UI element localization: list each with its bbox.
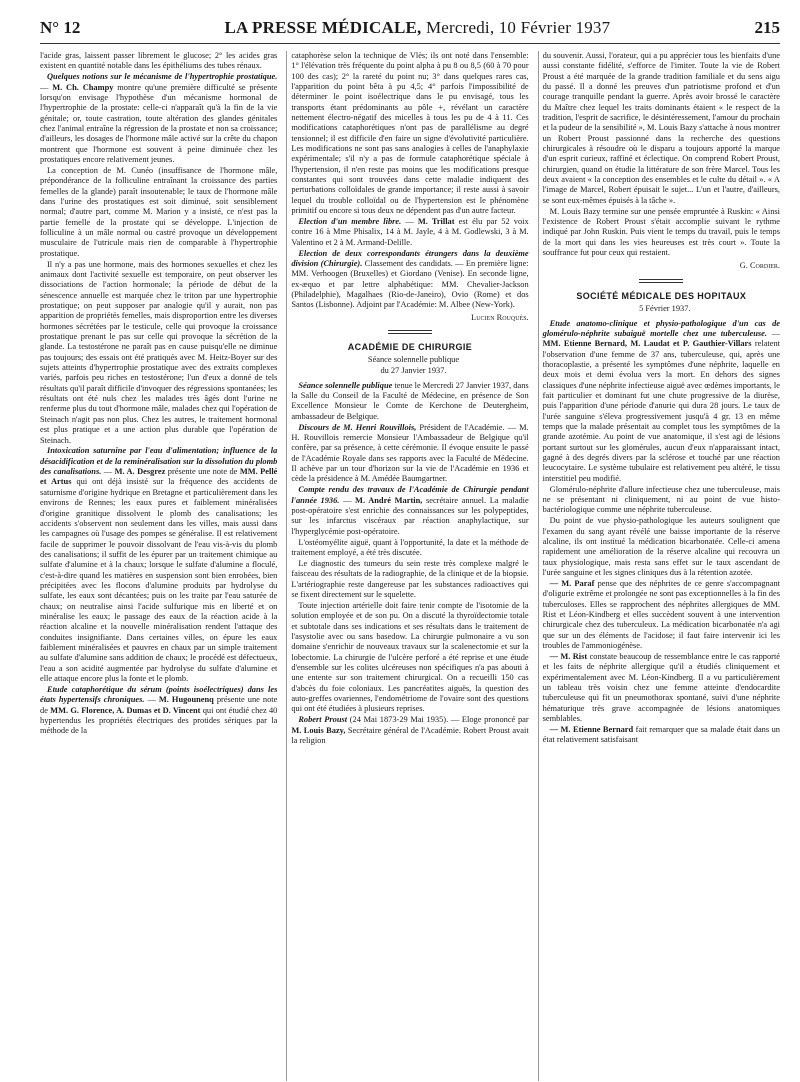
discussion-bernard [543, 725, 780, 746]
author: M. Hugounenq [158, 695, 214, 705]
column-1 [40, 51, 277, 1081]
author: M. André Martin, [355, 495, 423, 505]
article-text: relatent l'observation d'une femme de 37 ans, tuberculeuse, qui, après une thoracoplastie, a présenté les symptômes d'une néphrite, laquelle en deux mois et demi évolua vers la mort. En dehors des signes classiques d'une néphrite infectieuse aiguë avec œdèmes importants, le fait particulier et dominant fut une chute progressive de la diurèse, puis l'apparition d'une période d'anurie qui dura 28 jours. Le taux de l'urée sanguine s'éleva progressivement jusqu'à 4 gr. 13 en même temps que la malade présentait au complet tous les symptômes de la grande azotémie. Au point de vue anatomique, il s'est agi de lésions portant surtout sur les glomérules, aucun d'eux n'apparaissant intact, gagné à des degrés divers par la sclérose et touché par une réaction leucocytaire. Le système tubulaire est relativement peu altéré, le tissu interstitiel peu modifié. [542, 339, 780, 483]
author: M. Trillat [417, 217, 455, 227]
running-header [40, 18, 780, 44]
article-text: tenue le Mercredi 27 Janvier 1937, dans la Salle du Conseil de la Faculté de Médecine, en présence de Son Excellence Monsieur le Comte de Kerchone de Deutergheim, ambassadeur de Belgique. [291, 380, 529, 421]
article-saturnine: Intoxication saturnine par l'eau d'alimentation; influence de la désacidification et de la reminéralisation sur la dissolution du plomb des canalisations. — M. A. Desgrez présente une note de MM. Pellé et Artus qui ont déjà insisté sur la fréquence des accidents de saturnisme d'origine hydrique en Bretagne et particulièrement dans les environs de Rennes; les eaux pures et faiblement minéralisées d'origine granitique dissolvent le plomb des canalisations; les accidents s'observent non seulement dans les villes, mais aussi dans les campagnes où l'usage des pompes se généralise. Il est relativement facile de supprimer le pouvoir dissolvant de l'eau vis-à-vis du plomb des canalisations; il suffit de les épurer par un traitement chimique au sulfate d'alumine et à la chaux; lorsque le sulfate d'alumine a floculé, c'est-à-dire quand les matières en suspension sont bien enrobées, bien précipitées avec les flocons d'alumine produits par hydrolyse du sulfate, les eaux sont décantées; puis on les traite par l'eau saturée de chaux; on neutralise ainsi l'acide sulfurique mis en liberté et on minéralise les eaux; le passage des eaux de la réaction acide à la réaction alcaline et la nouvelle minéralisation rendent l'attaque des conduites insignifiante. Dans certaines villes, on épure les eaux faiblement minéralisées et pauvres en chaux par un simple traitement au sulfate d'alumine sans addition de chaux; le procédé est défectueux, l'eau a son acidité augmentée par hydrolyse du sulfate d'alumine et elle attaque encore plus la fonte et le plomb. [40, 446, 278, 683]
article-text: qui ont déjà insisté sur la fréquence des accidents de saturnisme d'origine hydrique en Bretagne et particulièrement dans les environs de Rennes; les eaux pures et faiblement minéralisées d'origine granitique dissolvent le plomb des canalisations; les accidents s'observent non seulement dans les villes, mais aussi dans les campagnes où l'usage des pompes se généralise. Il est relativement facile de supprimer le pouvoir dissolvant de l'eau vis-à-vis du plomb des canalisations; il suffit de les épurer par un traitement chimique au sulfate d'alumine et à la chaux; lorsque le sulfate d'alumine a floculé, c'est-à-dire quand les matières en suspension sont bien enrobées, bien précipitées avec les flocons d'alumine produits par hydrolyse du sulfate, les eaux sont décantées; puis on les traite par l'eau saturée de chaux; on neutralise ainsi l'acide sulfurique mis en liberté et on minéralise les eaux; le passage des eaux de la réaction acide à la réaction alcaline et la nouvelle minéralisation rendent l'attaque des conduites insignifiante. Dans certaines villes, on épure les eaux faiblement minéralisées et pauvres en chaux par un simple traitement au sulfate d'alumine sans addition de chaux; le procédé est défectueux, l'eau a son acidité augmentée par hydrolyse du sulfate d'alumine et elle attaque encore plus la fonte et le plomb. [40, 477, 278, 683]
paragraph: cataphorèse selon la technique de Vlès; ils ont noté dans l'ensemble: 1° l'élévation très fréquente du point alpha à pu 8 ou 8,5 (60 à 70 pour 100 des cas); 2° la rareté du point nu; 3° dans quelques rares cas, l'apparition du point bêta à pu 4,5; 4° parfois l'impossibilité de déterminer le point isoélectrique dans le pu envisagé, tous les transports étant prédominants au pôle +, révélant un caractère nettement électro-négatif des micelles à tous les pu de 4 à 11. Ces modifications cataphorétiques n'ont pas de parallélisme au degré tensionnel; il est difficile d'en faire un signe d'évolutivité particulière. Les modifications ne sont pas sans analogies à celles de l'anaphylaxie expérimentale; s'il n'y a pas de formule cataphorétique spéciale à l'hypertension, il n'en reste pas moins que les modifications presque constantes qui sont trouvées dans cette maladie indiquent des perturbations colloïdales de grande importance; il reste aussi à savoir lequel du trouble colloïdal ou de l'hypertension est le phénomène primitif ou encore si tous deux ne dépendent pas d'un autre facteur. [291, 51, 529, 216]
article-robert-proust [291, 715, 528, 746]
article-title: Séance solennelle publique [298, 380, 393, 390]
paragraph: Il n'y a pas une hormone, mais des hormones sexuelles et chez les animaux dont l'activité sexuelle est temporaire, on peut observer les dissociations de l'action hormonale; la période de début de la sénescence annuelle est marquée chez le triton par une hypertrophie prostatique; on peut supposer par analogie qu'il y aurait, non pas apparition de propriétés femelles, mais disproportion entre les diverses hormones sécrétées par le testicule, celle qui provoque la croissance prostatique prenant le pas sur celle qui provoque la sécrétion de la glande. La testostérone ne paraît pas en cause puisqu'elle ne diminue pas toujours; des essais ont été pratiqués avec M. Heitz-Boyer sur des sujets atteints d'hypertrophie prostatique avec des extraits complexes variés, parfois peu riches en testostérone; l'un d'eux a donné de tels résultats qu'il paraît difficile d'invoquer des régressions spontanées; les résultats ont été nuls chez les malades très âgés dont l'urine ne renferme plus du tout d'hormone mâle, malades chez qui l'opération de Steinach n'agit pas non plus. Chez les autres, le traitement hormonal est plus pratique et a une action plus durable que l'opération de Steinach. [40, 259, 278, 445]
article-text: qui ont étudié chez 40 hypertendus les propriétés électriques des protides sériques par la méthode de la [40, 705, 278, 736]
article-text: montre qu'une première difficulté se présente lorsqu'on envisage l'hypothèse d'un mécanisme hormonal de l'hypertrophie de la prostate: celle-ci n'apparaît qu'à la fin de la vie génitale; or, toute castration, toute altération des glandes génitales chez l'animal entraîne la régression de la prostate et non sa croissance; d'ailleurs, les dosages de l'hormone mâle activé sur la crête du chapon montrent que l'hormone est souvent à peine diminuée chez les prostatiques encore relativement jeunes. [40, 82, 278, 165]
article-title: Robert Proust [298, 715, 348, 725]
paragraph: L'ostéomyélite aiguë, quant à l'opportunité, la date et la méthode de traitement employé, a été très discutée. [291, 537, 529, 558]
paragraph: du souvenir. Aussi, l'orateur, qui a pu apprécier tous les bienfaits d'une aussi constante fidélité, s'efforce de l'imiter. Toute la vie de Robert Proust a été marquée de la grande tradition familiale et du sens aigu du passé. Il a donné les preuves d'un patriotisme profond et d'un courage tranquille pendant la guerre. Après avoir brossé le caractère du Maître chez lequel les traits dominants étaient « le respect de la tradition, l'esprit de sacrifice, le désintéressement, l'amour du prochain et la pudeur de la sensibilité », M. Louis Bazy s'attache à nous montrer un Robert Proust passionné dans la recherche des questions chirurgicales à résoudre où le disparu a toujours apporté la marque d'un esprit curieux, raffiné et éclectique. On comprend Robert Proust, chirurgien, quand on étudie la littérature de son frère Marcel. Tous les deux avaient « la conception des ensembles et le culte du détail ». « A l'image de Marcel, Robert épuisait le sujet... L'un et l'autre, d'ailleurs, se sont eux-mêmes épuisés à la tâche ». [542, 51, 780, 205]
paragraph: La conception de M. Cunéo (insuffisance de l'hormone mâle, prépondérance de la folliculine entraînant la croissance des parties femelles de la glande) paraît insoutenable; le taux de l'hormone mâle dans l'urine des prostatiques est soit diminué, soit sensiblement normal; d'autre part, comme M. Marion y a insisté, ce n'est pas la partie femelle de la prostate qui se développe. L'injection de folliculine à un mâle normal ou castré provoque un développement musculaire de l'utricule mais rien de comparable à l'hypertrophie prostatique. [40, 165, 278, 258]
article-glomerulo: Etude anatomo-clinique et physio-pathologique d'un cas de glomérulo-néphrite subaiguë mortelle chez une tuberculeuse. — MM. Etienne Bernard, M. Laudat et P. Gauthier-Villars relatent l'observation d'une femme de 37 ans, tuberculeuse, qui, après une thoracoplastie, a présenté les symptômes d'une néphrite, laquelle en deux mois et demi évolua vers la mort. En dehors des signes classiques d'une néphrite infectieuse aiguë avec œdèmes importants, le fait particulier et dominant fut une chute progressive de la diurèse, puis l'apparition d'une période d'anurie qui dura 28 jours. Le taux de l'urée sanguine s'éleva progressivement jusqu'à 4 gr. 13 en même temps que la malade présentait au complet tous les symptômes de la grande azotémie. Au point de vue anatomique, il s'est agi de lésions portant surtout sur les glomérules, aucun d'eux n'apparaissant intact, gagné à des degrés divers par la sclérose et touché par une réaction leucocytaire. Le système tubulaire est relativement peu altéré, le tissu interstitiel peu modifié. [542, 318, 780, 483]
article-title: Etude cataphorétique du sérum (points isoélectriques) dans les états hypertensifs chroniques. [40, 684, 278, 705]
article-title: Election de deux correspondants étrangers dans la deuxième division (Chirurgie). [291, 248, 529, 269]
article-election: Election d'un membre libre. — M. Trillat est élu par 52 voix contre 16 à Mme Phisalix, 14 à M. Jayle, 4 à M. Godlewski, 3 à M. Valentino et 2 à M. Armand-Delille. [291, 217, 529, 247]
article-compte-rendu: Compte rendu des travaux de l'Académie de Chirurgie pendant l'année 1936. — M. André Martin, secrétaire annuel. La maladie post-opératoire s'est enrichie des connaissances sur les polypeptides, sur les infarctus viscéraux par réaction anaphylactique, sur l'hyperglycémie post-opératoire. [291, 485, 529, 536]
column-3 [538, 51, 780, 1081]
article-text: présente une note de [40, 695, 278, 715]
section-divider [639, 279, 683, 283]
author: MM. Etienne Bernard, M. Laudat et P. Gauthier-Villars [542, 339, 752, 349]
issue-date: Mercredi, 10 Février 1937 [425, 18, 611, 37]
article-text: constate beaucoup de ressemblance entre le cas rapporté et les faits de néphrite allergique qu'il a étudiés cliniquement et expérimentalement avec M. Léon-Kindberg. Il a vu particulièrement un tableau très voisin chez une femme atteinte d'endocardite tuberculeuse qui fit un pneumothorax spontané, suivi d'une néphrite hématurique très grave accompagnée de lésions anatomiques semblables. [542, 651, 780, 723]
author: — M. Etienne Bernard [549, 724, 634, 734]
author: — M. Paraf [549, 578, 595, 588]
paragraph: Glomérulo-néphrite d'allure infectieuse chez une tuberculeuse, mais ne se présentant ni cliniquement, ni au point de vue histo-bactériologique comme une néphrite tuberculeuse. [542, 484, 780, 515]
section-subheading: Séance solennelle publique [367, 355, 460, 365]
article-champy: Quelques notions sur le mécanisme de l'hypertrophie prostatique. — M. Ch. Champy montre qu'une première difficulté se présente lorsqu'on envisage l'hypothèse d'un mécanisme hormonal de l'hypertrophie de la prostate: celle-ci n'apparaît qu'à la fin de la vie génitale; or, toute castration, toute altération des glandes génitales chez l'animal entraîne la régression de la prostate et non sa croissance; d'ailleurs, les dosages de l'hormone mâle activé sur la crête du chapon montrent que l'hormone est souvent à peine diminuée chez les prostatiques encore relativement jeunes. [40, 72, 278, 165]
article-title: Election d'un membre libre. [298, 217, 402, 227]
article-cataphoretique: Etude cataphorétique du sérum (points isoélectriques) dans les états hypertensifs chroniques. — M. Hugounenq présente une note de MM. G. Florence, A. Dumas et D. Vincent qui ont étudié chez 40 hypertendus les propriétés électriques des protides sériques par la méthode de la [40, 684, 278, 736]
section-divider [388, 330, 432, 334]
discussion-rist [543, 652, 780, 724]
article-title: Compte rendu des travaux de l'Académie de Chirurgie pendant l'année 1936. [291, 485, 529, 505]
article-text: Classement des candidats. — En première ligne: MM. Verhoogen (Bruxelles) et Giordano (Venise). En seconde ligne, ex-æquo et par lettre alphabétique: MM. Chevalier-Jackson (Philadelphie), Magalhaes (Rio-de-Janeiro), Ovio (Rome) et dos Santos (Lisbonne). Adjoint par l'Académie: M. Albee (New-York). [291, 259, 529, 310]
article-text: (24 Mai 1873-29 Mai 1935). — Eloge prononcé par [349, 715, 529, 725]
article-text: présente une note de [167, 467, 238, 477]
issue-number: N° 12 [40, 18, 81, 37]
article-title: Quelques notions sur le mécanisme de l'hypertrophie prostatique. [47, 72, 278, 82]
article-seance [291, 381, 528, 422]
section-heading: ACADÉMIE DE CHIRURGIE [347, 342, 473, 353]
article-text: est élu par 52 voix contre 16 à Mme Phisalix, 14 à M. Jayle, 4 à M. Godlewski, 3 à M. Valentino et 2 à M. Armand-Delille. [291, 217, 529, 247]
author: MM. G. Florence, A. Dumas et D. Vincent [50, 705, 201, 715]
paragraph: Toute injection artérielle doit faire tenir compte de l'isotomie de la solution employée et de son pu. On a discuté la thyroïdectomie totale et subtotale dans ses indications et ses résultats dans le traitement de l'asystolie avec ou sans basedow. La chirurgie pulmonaire a vu son domaine s'enrichir de nouveaux travaux sur la scalenectomie et sur la lobectomie. La chirurgie de l'ulcère perforé a été reprise et une étude d'ensemble sur les colites ulcéreuses non spécifiques n'a pas abouti à une entente sur son traitement chirurgical. On a recueilli 150 cas d'abcès du foie coloniaux. Les pancréatites aiguës, la question des auto-greffes ovariennes, l'endométriome de l'ovaire sont des questions qui ont été étudiées à plusieurs reprises. [291, 600, 529, 714]
article-text: pense que des néphrites de ce genre s'accompagnant d'oligurie extrême et prolongée ne sont pas exceptionnelles à la fin des tuberculoses. Elles se rapprochent des néphrites allergiques de MM. Rist et Léon-Kindberg et elles succèdent souvent à une intervention chirurgicale chez des tuberculeux. La médication bicarbonatée n'a agi que sur un des éléments de l'acidose; il faut faire intervenir ici les troubles de l'ammoniogénèse. [542, 578, 780, 650]
author: M. Ch. Champy [52, 82, 114, 92]
article-title: Etude anatomo-clinique et physio-pathologique d'un cas de glomérulo-néphrite subaiguë mortelle chez une tuberculeuse. [542, 318, 780, 338]
article-discours [291, 423, 528, 485]
paragraph: Du point de vue physio-pathologique les auteurs soulignent que l'examen du sang ayant révélé une baisse importante de la réserve alcaline, ils ont institué la médication bicarbonatée. Celle-ci amena rapidement une amélioration de la réserve alcaline qui recouvra un taux physiologique, mais resta sans effet sur le taux ascendant de l'urée sanguine et les signes cliniques dus à la rétention azotée. [542, 516, 780, 577]
paragraph: Le diagnostic des tumeurs du sein reste très complexe malgré le faisceau des résultats de la radiographie, de la clinique et de la biopsie. L'artériographie reste dangereuse par les substances radioactives qui se fixent directement sur le squelette. [291, 558, 529, 599]
signature: Lucien Rouquès. [471, 312, 529, 322]
article-text: secrétaire annuel. La maladie post-opératoire s'est enrichie des connaissances sur les polypeptides, sur les infarctus viscéraux par réaction anaphylactique, sur l'hyperglycémie post-opératoire. [291, 495, 529, 536]
article-correspondants [291, 249, 528, 311]
page-number: 215 [754, 18, 780, 37]
author: M. Louis Bazy, [291, 725, 346, 735]
discussion-paraf [543, 579, 780, 651]
author: MM. Pellé et Artus [40, 467, 278, 487]
column-2 [286, 51, 528, 1081]
section-date: 5 Février 1937. [639, 304, 691, 314]
paragraph: M. Louis Bazy termine sur une pensée empruntée à Ruskin: « Ainsi l'existence de Robert Proust s'était accomplie suivant le rythme indiqué par John Ruskin. Puis vient le temps du travail, puis le temps de la mort qui dans les vies heureuses est très court ». Toute la souffrance fut pour ceux qui restaient. [542, 206, 780, 258]
article-title: Intoxication saturnine par l'eau d'alimentation; influence de la désacidification et de la reminéralisation sur la dissolution du plomb des canalisations. [40, 446, 278, 477]
author: — M. Rist [549, 651, 588, 661]
signature: G. Cordier. [739, 261, 780, 271]
article-columns [40, 51, 780, 1081]
article-text: Secrétaire général de l'Académie. Robert Proust avait la religion [291, 725, 529, 745]
journal-title-line [225, 18, 611, 38]
section-date: du 27 Janvier 1937. [380, 366, 447, 376]
author: M. A. Desgrez [114, 467, 166, 477]
journal-name: LA PRESSE MÉDICALE, [224, 18, 422, 37]
paragraph: l'acide gras, laissent passer librement le glucose; 2° les acides gras existent en quantité notable dans les épithéliums des tubes rénaux. [40, 51, 278, 71]
article-title: Discours de M. Henri Rouvillois, [298, 422, 417, 432]
article-text: Président de l'Académie. — M. H. Rouvillois remercie Monsieur l'Ambassadeur de Belgique qu'il confère, par sa présence, à cette cérémonie. Il évoque ensuite le passé de l'Académie Royale dans ses rapports avec la Faculté de Médecine. Il achève par un tour d'horizon sur la vie de l'Académie en 1936 et cède la présidence à M. Amédée Baumgartner. [291, 422, 529, 484]
article-text: fait remarquer que sa malade était dans un état relativement satisfaisant [542, 724, 780, 745]
section-heading: SOCIÉTÉ MÉDICALE DES HOPITAUX [576, 290, 747, 301]
